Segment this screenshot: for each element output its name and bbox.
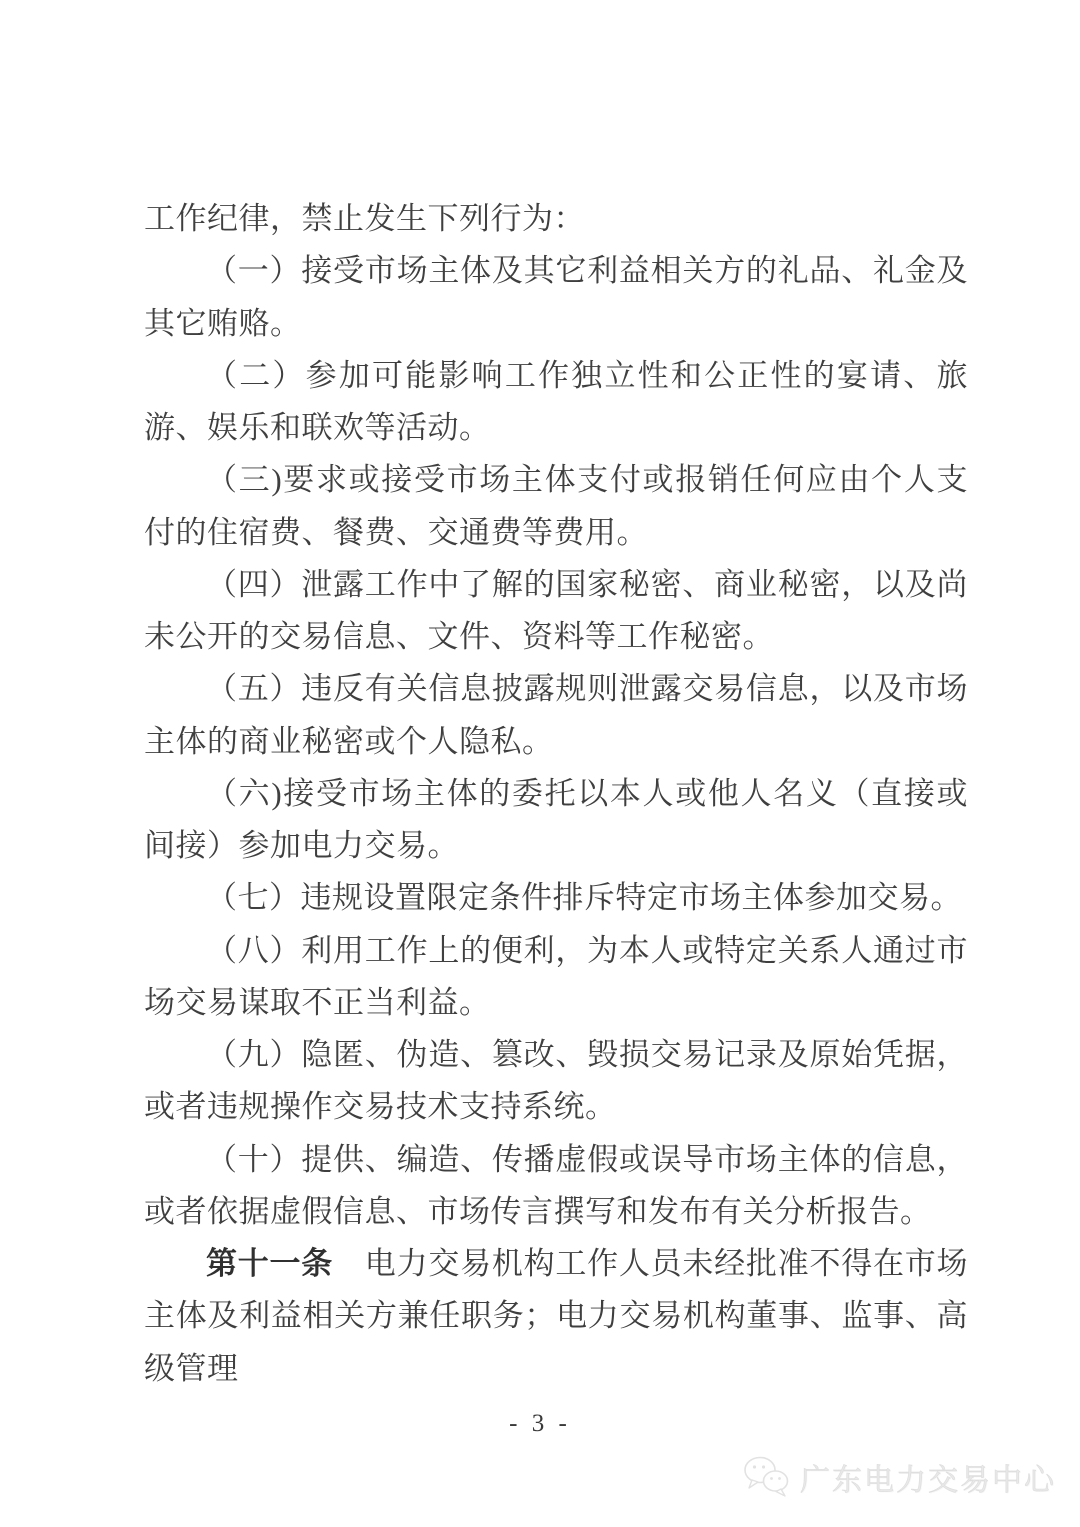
paragraph: （六)接受市场主体的委托以本人或他人名义（直接或间接）参加电力交易。 [144, 775, 968, 863]
article-number: 第十一条 [206, 1246, 334, 1281]
paragraph: （七）违规设置限定条件排斥特定市场主体参加交易。 [206, 880, 962, 916]
paragraph: （三)要求或接受市场主体支付或报销任何应由个人支付的住宿费、餐费、交通费等费用。 [144, 462, 968, 550]
paragraph: （二）参加可能影响工作独立性和公正性的宴请、旅游、娱乐和联欢等活动。 [144, 357, 968, 445]
paragraph: （四）泄露工作中了解的国家秘密、商业秘密，以及尚未公开的交易信息、文件、资料等工作秘密。 [144, 566, 968, 654]
paragraph: （九）隐匿、伪造、篡改、毁损交易记录及原始凭据，或者违规操作交易技术支持系统。 [144, 1037, 968, 1125]
paragraph: （十）提供、编造、传播虚假或误导市场主体的信息，或者依据虚假信息、市场传言撰写和发布有关分析报告。 [144, 1141, 968, 1229]
watermark-label: 广东电力交易中心 [800, 1464, 1056, 1497]
paragraph: （五）违反有关信息披露规则泄露交易信息，以及市场主体的商业秘密或个人隐私。 [144, 671, 968, 759]
paragraph: （八）利用工作上的便利，为本人或特定关系人通过市场交易谋取不正当利益。 [144, 932, 968, 1020]
paragraph: （一）接受市场主体及其它利益相关方的礼品、礼金及其它贿赂。 [144, 253, 968, 341]
watermark [742, 1455, 1056, 1499]
wechat-icon [742, 1455, 790, 1499]
document-body [144, 193, 968, 1395]
page-number: - 3 - [509, 1410, 571, 1437]
paragraph: 工作纪律，禁止发生下列行为： [144, 201, 585, 236]
paragraph: 第十一条 电力交易机构工作人员未经批准不得在市场主体及利益相关方兼任职务；电力交易机构董事、监事、高级管理 [144, 1246, 969, 1386]
